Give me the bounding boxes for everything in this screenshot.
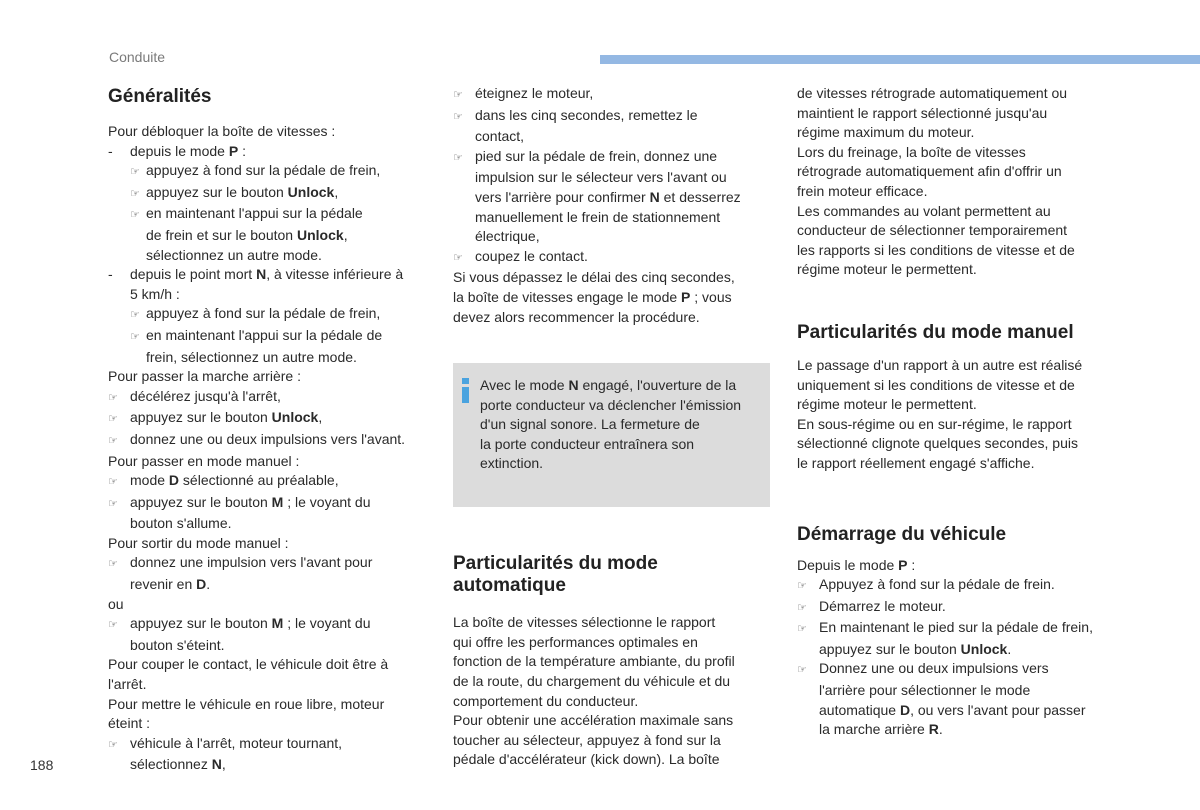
info-icon <box>461 378 470 403</box>
list-item: ☞ donnez une ou deux impulsions vers l'avant. <box>108 430 430 452</box>
auto-mode-text: de la route, du chargement du véhicule et du <box>453 672 731 689</box>
list-item: ☞ dans les cinq secondes, remettez le <box>453 106 771 128</box>
pointing-hand-icon: ☞ <box>130 330 140 343</box>
list-item-cont: contact, <box>475 128 525 145</box>
list-item: ☞ en maintenant l'appui sur la pédale de <box>108 326 430 348</box>
list-item-cont: l'arrière pour sélectionner le mode <box>819 682 1031 699</box>
list-item: ☞ décélérez jusqu'à l'arrêt, <box>108 387 430 409</box>
column-1 <box>108 84 430 775</box>
start-title: Démarrage du véhicule <box>797 523 1007 545</box>
manual-mode-text: régime moteur le permettent. <box>797 396 977 413</box>
list-item: ☞ éteignez le moteur, <box>453 84 771 106</box>
pointing-hand-icon: ☞ <box>108 558 118 571</box>
col3-text: rétrograde automatiquement afin d'offrir un <box>797 163 1062 180</box>
pointing-hand-icon: ☞ <box>453 251 463 264</box>
after-text: Si vous dépassez le délai des cinq secondes, <box>453 269 735 286</box>
from-n-heading-cont: 5 km/h : <box>130 285 180 302</box>
generalites-intro: Pour débloquer la boîte de vitesses : <box>108 123 336 139</box>
pointing-hand-icon: ☞ <box>130 187 140 200</box>
pointing-hand-icon: ☞ <box>453 110 463 123</box>
pointing-hand-icon: ☞ <box>108 619 118 632</box>
list-item: ☞ coupez le contact. <box>453 247 771 269</box>
list-item: ☞ appuyez sur le bouton Unlock, <box>108 408 430 430</box>
ignition-text: l'arrêt. <box>108 676 147 693</box>
list-item-cont: sélectionnez N, <box>130 756 226 773</box>
header-accent-bar <box>600 55 1200 64</box>
manual-intro: Pour passer en mode manuel : <box>108 452 300 469</box>
reverse-intro: Pour passer la marche arrière : <box>108 368 301 385</box>
pointing-hand-icon: ☞ <box>797 580 807 593</box>
list-item-cont: revenir en D. <box>130 576 211 593</box>
pointing-hand-icon: ☞ <box>130 166 140 179</box>
list-item-cont: de frein et sur le bouton Unlock, <box>146 226 348 243</box>
pointing-hand-icon: ☞ <box>130 209 140 222</box>
col3-text: régime moteur le permettent. <box>797 261 977 278</box>
list-item-cont: manuellement le frein de stationnement <box>475 208 721 225</box>
list-item-cont: bouton s'allume. <box>130 515 232 532</box>
start-intro: Depuis le mode P : <box>797 556 916 573</box>
auto-mode-title: Particularités du mode automatique <box>453 553 658 597</box>
manual-mode-text: le rapport réellement engagé s'affiche. <box>797 454 1035 471</box>
pointing-hand-icon: ☞ <box>797 664 807 677</box>
pointing-hand-icon: ☞ <box>797 601 807 614</box>
list-item: ☞ en maintenant l'appui sur la pédale <box>108 204 430 226</box>
auto-mode-text: qui offre les performances optimales en <box>453 633 698 650</box>
col3-text: frein moteur efficace. <box>797 182 928 199</box>
list-item: ☞ donnez une impulsion vers l'avant pour <box>108 553 430 575</box>
manual-mode-text: En sous-régime ou en sur-régime, le rapport <box>797 415 1072 432</box>
col3-text: maintient le rapport sélectionné jusqu'au <box>797 104 1048 121</box>
list-item: ☞ véhicule à l'arrêt, moteur tournant, <box>108 734 430 756</box>
manual-mode-text: sélectionné clignote quelques secondes, puis <box>797 435 1078 452</box>
manual-mode-title: Particularités du mode manuel <box>797 321 1074 343</box>
list-item: ☞ pied sur la pédale de frein, donnez une <box>453 147 771 169</box>
list-item-cont: vers l'arrière pour confirmer N et desserrez <box>475 188 741 205</box>
list-item-cont: électrique, <box>475 228 540 245</box>
or-text: ou <box>108 595 124 612</box>
pointing-hand-icon: ☞ <box>108 738 118 751</box>
list-item: ☞ Donnez une ou deux impulsions vers <box>797 659 1117 681</box>
info-text: Avec le mode N engagé, l'ouverture de la porte conducteur va déclencher l'émission d'un signal sonore. La fermeture de la porte conducteur entraînera son extinction. <box>480 377 742 472</box>
pointing-hand-icon: ☞ <box>108 497 118 510</box>
auto-mode-text: fonction de la température ambiante, du profil <box>453 653 735 670</box>
auto-mode-text: comportement du conducteur. <box>453 692 639 709</box>
list-item: ☞ mode D sélectionné au préalable, <box>108 471 430 493</box>
generalites-title: Généralités <box>108 86 212 107</box>
list-item-cont: frein, sélectionnez un autre mode. <box>146 348 357 365</box>
manual-mode-text: Le passage d'un rapport à un autre est réalisé <box>797 356 1083 373</box>
manual-mode-text: uniquement si les conditions de vitesse et de <box>797 376 1075 393</box>
section-label: Conduite <box>109 49 166 65</box>
list-item-cont: bouton s'éteint. <box>130 636 225 653</box>
freewheel-text: éteint : <box>108 715 151 732</box>
pointing-hand-icon: ☞ <box>108 476 118 489</box>
pointing-hand-icon: ☞ <box>453 151 463 164</box>
list-item: ☞ appuyez sur le bouton Unlock, <box>108 183 430 205</box>
col3-text: de vitesses rétrograde automatiquement ou <box>797 85 1068 101</box>
from-p-heading: - depuis le mode P : <box>108 142 246 159</box>
col3-text: régime maximum du moteur. <box>797 124 975 141</box>
column-3 <box>797 84 1117 740</box>
list-item: ☞ appuyez sur le bouton M ; le voyant du <box>108 493 430 515</box>
list-item: ☞ Appuyez à fond sur la pédale de frein. <box>797 575 1117 597</box>
after-text: devez alors recommencer la procédure. <box>453 308 700 325</box>
list-item-cont: la marche arrière R. <box>819 721 943 738</box>
after-text: la boîte de vitesses engage le mode P ; vous <box>453 288 732 305</box>
list-item: ☞ appuyez sur le bouton M ; le voyant du <box>108 614 430 636</box>
list-item: ☞ appuyez à fond sur la pédale de frein, <box>108 304 430 326</box>
pointing-hand-icon: ☞ <box>108 413 118 426</box>
col3-text: conducteur de sélectionner temporairement <box>797 222 1068 239</box>
ignition-text: Pour couper le contact, le véhicule doit être à <box>108 656 389 673</box>
list-item-cont: automatique D, ou vers l'avant pour passer <box>819 701 1086 718</box>
freewheel-text: Pour mettre le véhicule en roue libre, moteur <box>108 695 385 712</box>
pointing-hand-icon: ☞ <box>453 89 463 101</box>
auto-mode-text: Pour obtenir une accélération maximale sans <box>453 712 734 729</box>
auto-mode-text: pédale d'accélérateur (kick down). La boîte <box>453 751 720 768</box>
list-item: ☞ appuyez à fond sur la pédale de frein, <box>108 161 430 183</box>
info-box <box>453 363 770 507</box>
list-item-cont: impulsion sur le sélecteur vers l'avant ou <box>475 169 727 186</box>
page-number: 188 <box>30 757 54 773</box>
from-n-heading: - depuis le point mort N, à vitesse inférieure à <box>108 266 404 283</box>
auto-mode-text: toucher au sélecteur, appuyez à fond sur la <box>453 731 721 748</box>
list-item: ☞ En maintenant le pied sur la pédale de frein, <box>797 618 1117 640</box>
list-item: ☞ Démarrez le moteur. <box>797 597 1117 619</box>
list-item-cont: appuyez sur le bouton Unlock. <box>819 640 1012 657</box>
col3-text: Lors du freinage, la boîte de vitesses <box>797 143 1026 160</box>
auto-mode-text: La boîte de vitesses sélectionne le rapport <box>453 614 716 631</box>
pointing-hand-icon: ☞ <box>797 623 807 636</box>
col3-text: Les commandes au volant permettent au <box>797 202 1051 219</box>
pointing-hand-icon: ☞ <box>130 309 140 322</box>
col3-text: les rapports si les conditions de vitesse et de <box>797 241 1075 258</box>
pointing-hand-icon: ☞ <box>108 391 118 404</box>
list-item-cont: sélectionnez un autre mode. <box>146 246 322 263</box>
exit-manual-intro: Pour sortir du mode manuel : <box>108 534 289 551</box>
pointing-hand-icon: ☞ <box>108 434 118 447</box>
